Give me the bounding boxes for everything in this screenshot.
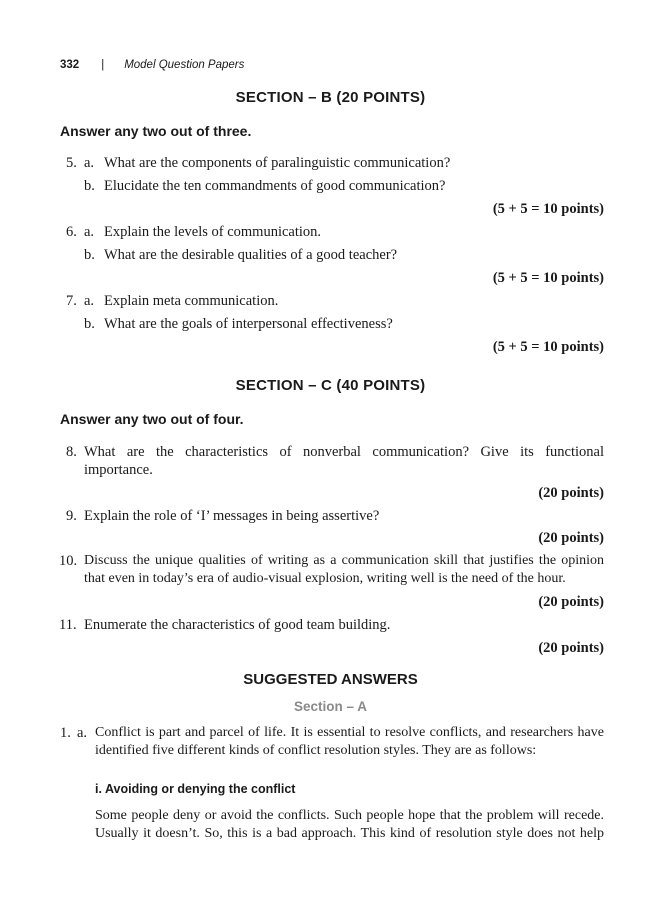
part-label: a. (84, 293, 95, 309)
suggested-answers-title: SUGGESTED ANSWERS (243, 671, 418, 688)
answer-paragraph: Usually it doesn’t. So, this is a bad approach. This kind of resolution style does not help (95, 826, 604, 841)
question-text: What are the desirable qualities of a good teacher? (104, 247, 398, 263)
question-number: 5. (66, 155, 77, 171)
question-number: 7. (66, 293, 77, 309)
points-label: (20 points) (538, 640, 604, 656)
running-title: Model Question Papers (124, 59, 245, 71)
question-number: 6. (66, 224, 77, 240)
question-text: What are the components of paralinguistic communication? (104, 155, 451, 171)
answer-text: identified five different kinds of conflict resolution styles. They are as follows: (95, 743, 537, 758)
points-label: (20 points) (538, 530, 604, 546)
question-text: Explain the levels of communication. (104, 224, 322, 240)
question-text: that even in today’s era of audio-visual explosion, writing well is the need of the hour. (84, 571, 566, 586)
header-separator: | (101, 59, 105, 71)
question-text: What are the characteristics of nonverbal communication? Give its functional (84, 444, 604, 460)
section-c-title: SECTION – C (40 POINTS) (235, 377, 426, 394)
part-label: b. (84, 316, 95, 332)
question-number: 11. (59, 617, 77, 633)
part-label: b. (84, 247, 95, 263)
question-text: Discuss the unique qualities of writing as a communication skill that justifies the opinion (84, 553, 604, 568)
points-label: (5 + 5 = 10 points) (492, 339, 604, 355)
points-label: (20 points) (538, 485, 604, 501)
question-text: What are the goals of interpersonal effectiveness? (104, 316, 393, 332)
question-number: 10. (59, 553, 78, 569)
points-label: (5 + 5 = 10 points) (492, 201, 604, 217)
question-text: importance. (84, 462, 153, 478)
question-number: 9. (66, 508, 77, 524)
part-label: b. (84, 178, 95, 194)
answer-paragraph: Some people deny or avoid the conflicts. Such people hope that the problem will recede. (95, 808, 604, 823)
section-c-instruction: Answer any two out of four. (60, 411, 244, 427)
answer-text: Conflict is part and parcel of life. It is essential to resolve conflicts, and researchers have (95, 725, 604, 740)
answer-number: 1. (60, 725, 71, 741)
points-label: (5 + 5 = 10 points) (492, 270, 604, 286)
section-b-instruction: Answer any two out of three. (60, 123, 252, 139)
page-number: 332 (60, 59, 80, 71)
part-label: a. (84, 155, 95, 171)
part-label: a. (84, 224, 95, 240)
question-text: Elucidate the ten commandments of good communication? (104, 178, 446, 194)
answer-part-label: a. (77, 725, 88, 741)
question-text: Explain meta communication. (104, 293, 279, 309)
question-number: 8. (66, 444, 77, 460)
running-header (60, 59, 244, 71)
section-b-title: SECTION – B (20 POINTS) (235, 89, 426, 106)
question-text: Enumerate the characteristics of good team building. (84, 617, 391, 633)
answer-subheading: i. Avoiding or denying the conflict (95, 782, 296, 796)
question-text: Explain the role of ‘I’ messages in being assertive? (84, 508, 380, 524)
section-a-label: Section – A (293, 699, 368, 714)
points-label: (20 points) (538, 594, 604, 610)
